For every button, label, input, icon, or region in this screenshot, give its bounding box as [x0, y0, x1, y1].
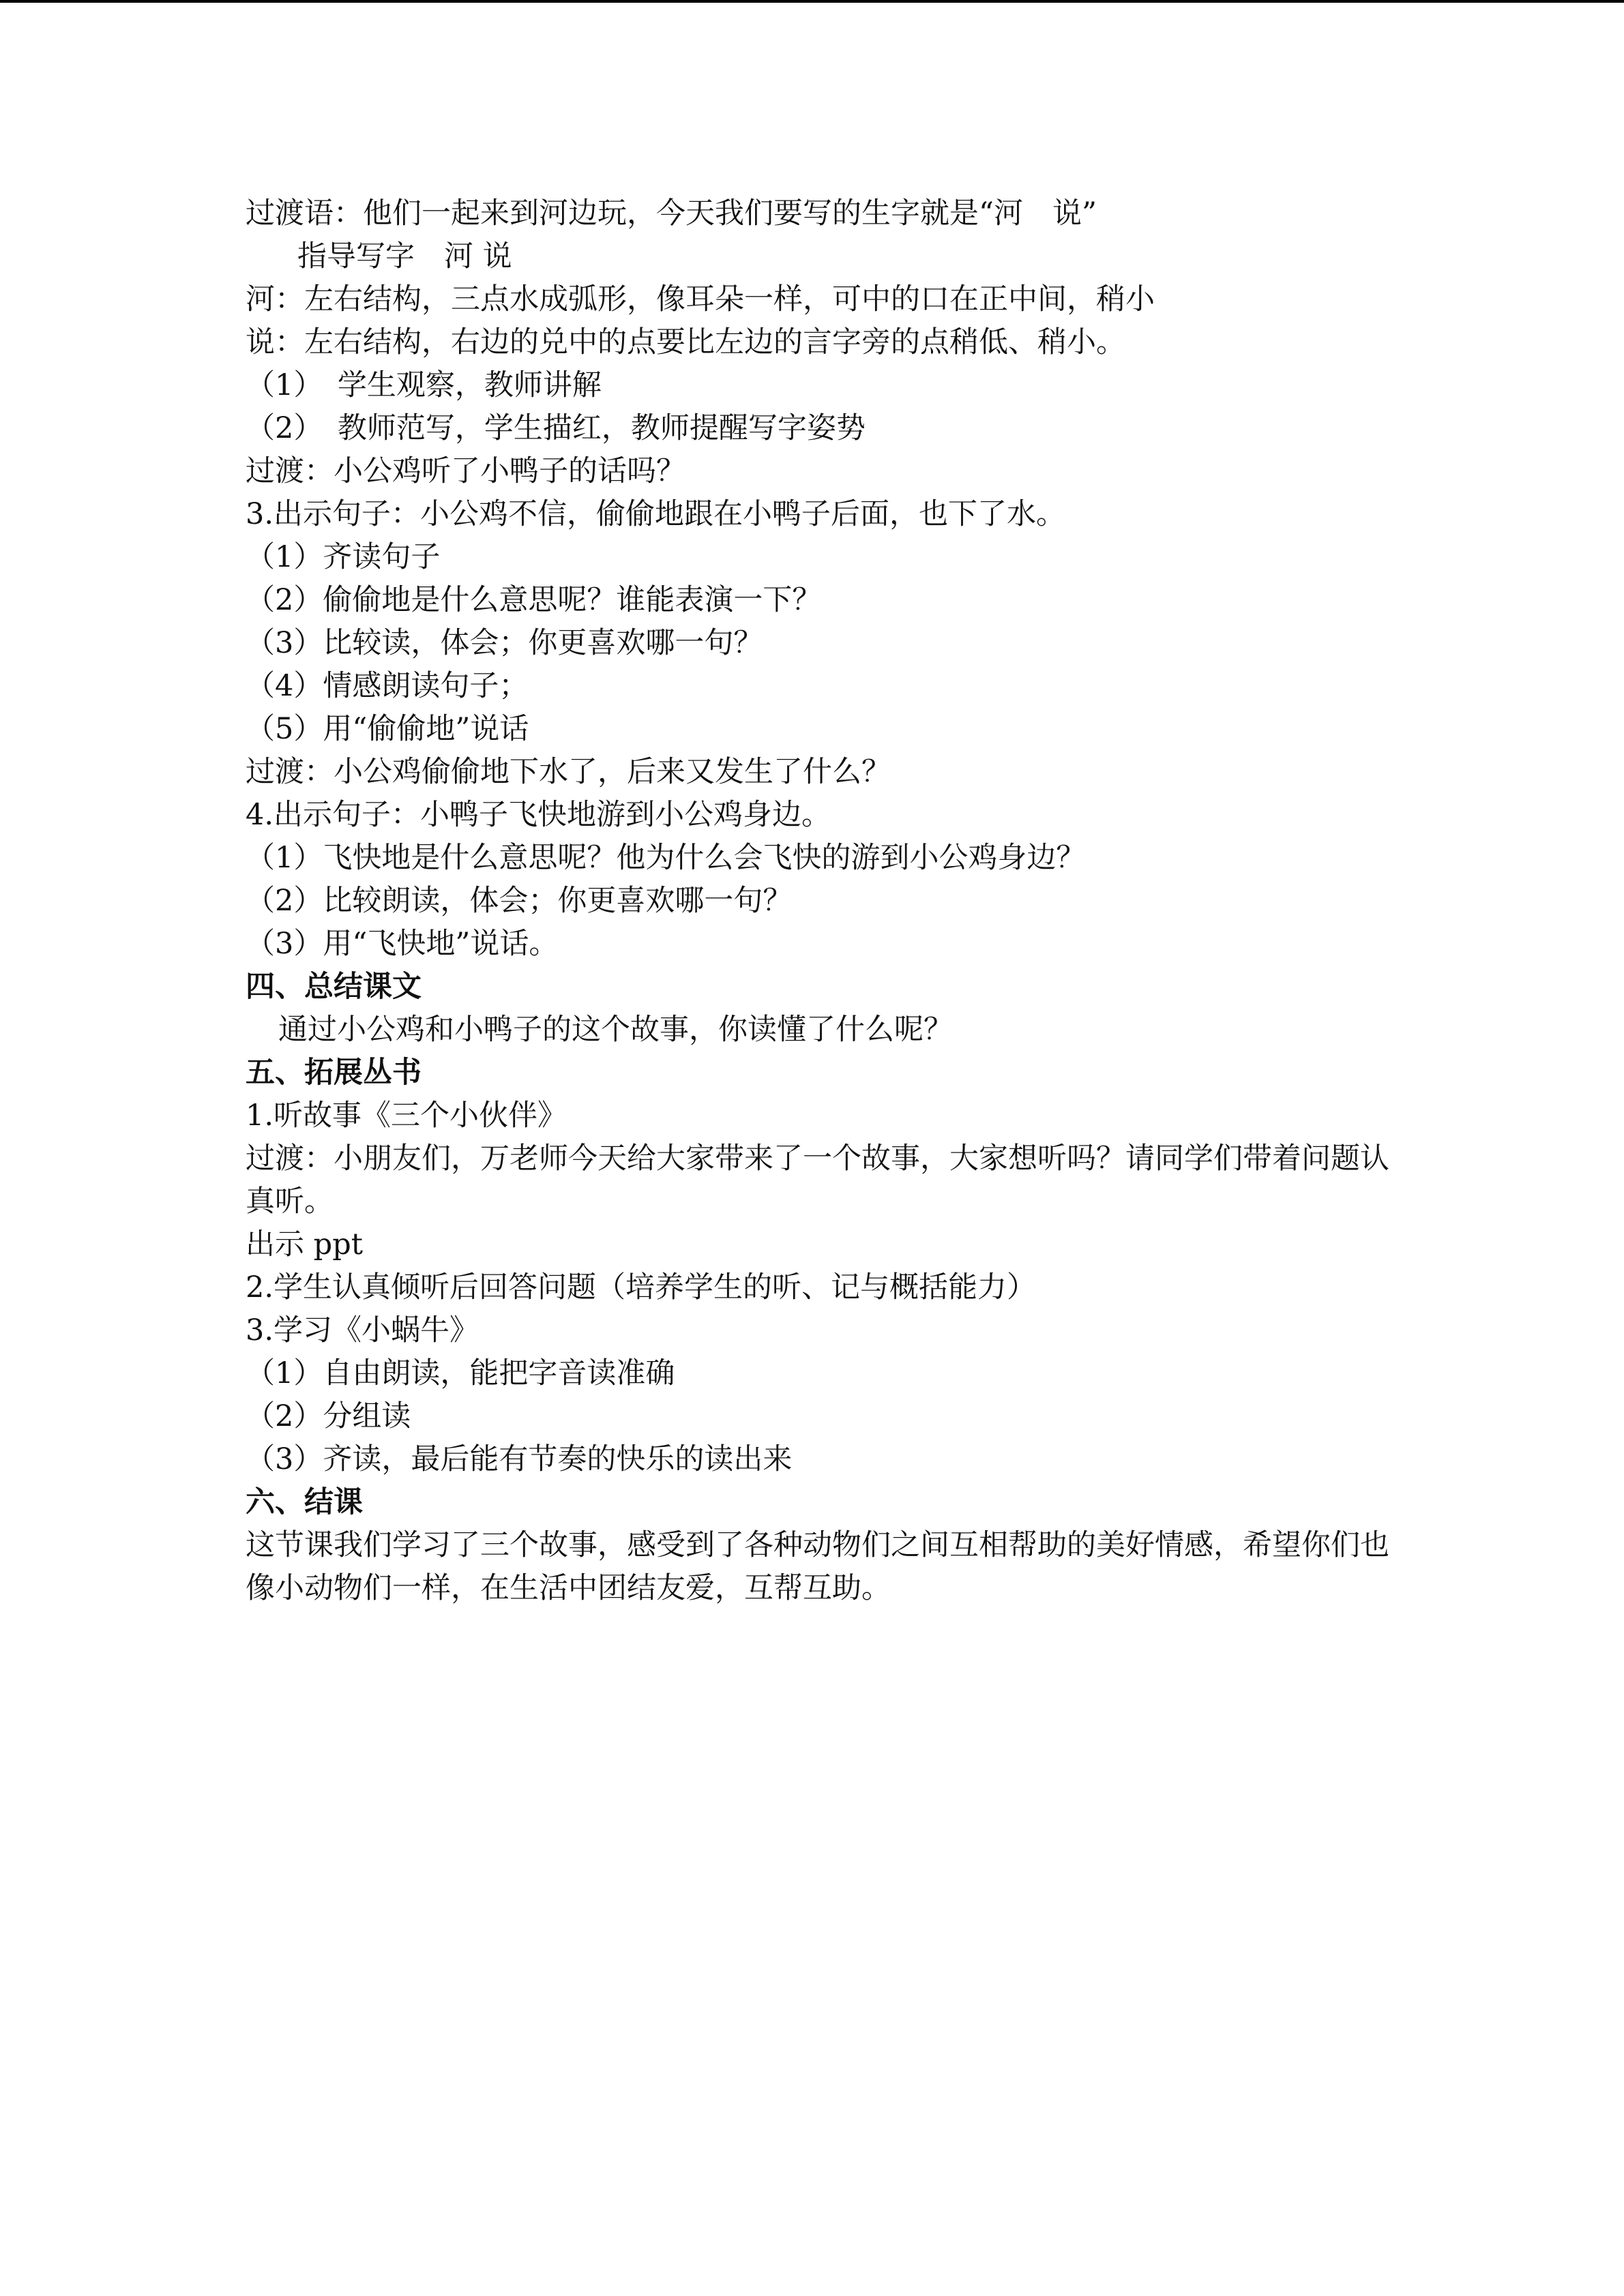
show-ppt-line: 出示 ppt	[246, 1227, 363, 1262]
character-he-explanation: 河：左右结构，三点水成弧形，像耳朵一样，可中的口在正中间，稍小	[246, 282, 1155, 316]
section-heading-summary: 四、总结课文	[246, 970, 422, 1004]
list-item: （2）比较朗读，体会；你更喜欢哪一句？	[246, 884, 793, 918]
writing-guide-line: 指导写字 河 说	[297, 239, 512, 273]
list-item: （1）齐读句子	[246, 540, 441, 574]
list-item: （3）比较读，体会；你更喜欢哪一句？	[246, 626, 763, 660]
list-item: （1）飞快地是什么意思呢？他为什么会飞快的游到小公鸡身边？	[246, 841, 1086, 875]
transition-line-write-characters: 过渡语：他们一起来到河边玩，今天我们要写的生字就是“河 说”	[246, 196, 1097, 230]
transition-line-rooster-listen: 过渡：小公鸡听了小鸭子的话吗？	[246, 454, 685, 488]
transition-line-what-happened: 过渡：小公鸡偷偷地下水了，后来又发生了什么？	[246, 755, 891, 789]
character-shuo-explanation: 说：左右结构，右边的兑中的点要比左边的言字旁的点稍低、稍小。	[246, 325, 1125, 359]
list-item: （2）分组读	[246, 1399, 411, 1433]
step-4-show-sentence: 4.出示句子：小鸭子飞快地游到小公鸡身边。	[246, 798, 831, 832]
list-item: （2） 教师范写，学生描红，教师提醒写字姿势	[246, 411, 866, 445]
section-heading-closing: 六、结课	[246, 1485, 363, 1519]
summary-question: 通过小公鸡和小鸭子的这个故事，你读懂了什么呢？	[278, 1013, 953, 1047]
list-item: （5）用“偷偷地”说话	[246, 712, 529, 746]
list-item: （3）用“飞快地”说话。	[246, 927, 559, 961]
closing-paragraph: 这节课我们学习了三个故事，感受到了各种动物们之间互相帮助的美好情感，希望你们也像小动物们一样，在生活中团结友爱，互帮互助。	[246, 1528, 1389, 1605]
section-heading-extension: 五、拓展丛书	[246, 1056, 422, 1090]
step-3-learn-snail: 3.学习《小蜗牛》	[246, 1313, 479, 1347]
step-3-show-sentence: 3.出示句子：小公鸡不信，偷偷地跟在小鸭子后面，也下了水。	[246, 497, 1066, 531]
list-item: （1） 学生观察，教师讲解	[246, 368, 602, 402]
step-1-listen-story: 1.听故事《三个小伙伴》	[246, 1099, 567, 1133]
list-item: （4）情感朗读句子；	[246, 669, 529, 703]
list-item: （1）自由朗读，能把字音读准确	[246, 1356, 675, 1390]
step-2-answer-questions: 2.学生认真倾听后回答问题（培养学生的听、记与概括能力）	[246, 1270, 1037, 1304]
page-top-border	[0, 0, 1624, 3]
list-item: （3）齐读，最后能有节奏的快乐的读出来	[246, 1442, 793, 1476]
transition-paragraph-story: 过渡：小朋友们，万老师今天给大家带来了一个故事，大家想听吗？请同学们带着问题认真听。	[246, 1142, 1389, 1219]
document-body	[246, 192, 1391, 1610]
list-item: （2）偷偷地是什么意思呢？谁能表演一下？	[246, 583, 822, 617]
